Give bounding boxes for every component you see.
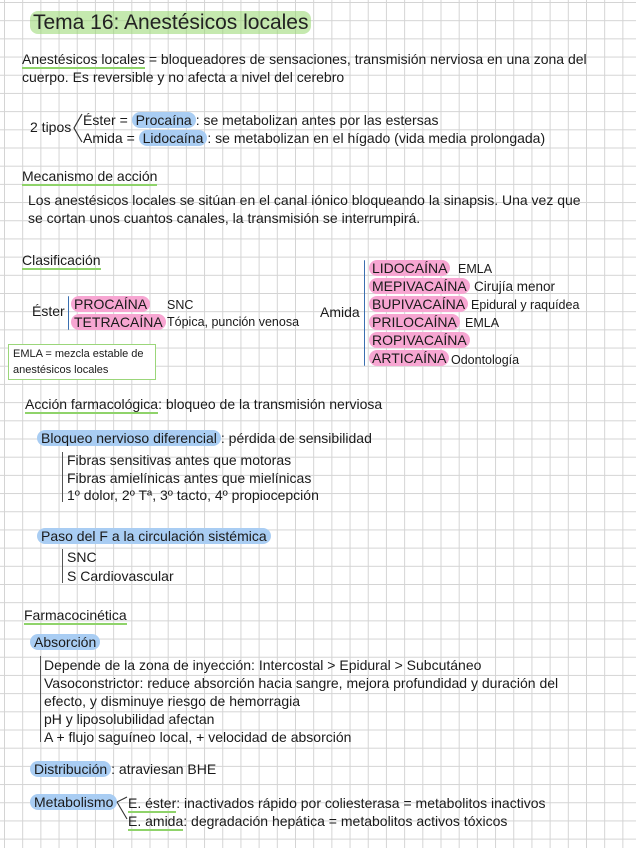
tipos-ester: Éster = Procaína : se metabolizan antes por las estersas [83, 112, 439, 128]
amida-item-ropivacaina: ROPIVACAÍNA [369, 332, 470, 349]
absorcion-heading: Absorción [30, 634, 100, 651]
paso-item-cardio: S Cardiovascular [67, 568, 174, 584]
paso-bracket [62, 549, 63, 583]
amida-bracket [364, 260, 365, 366]
tipos-amida: Amida = Lidocaína : se metabolizan en el hígado (vida media prolongada) [83, 130, 546, 146]
absorcion-item-3: pH y liposolubilidad afectan [44, 711, 215, 727]
ester-use-tetracaina: Tópica, punción venosa [167, 315, 300, 329]
page-title: Tema 16: Anestésicos locales [30, 10, 311, 35]
emla-note: EMLA = mezcla estable de anestésicos locales [8, 344, 156, 380]
amida-item-articaina: ARTICAÍNA [369, 350, 449, 367]
intro-line-2: cuerpo. Es reversible y no afecta a nivel del cerebro [22, 69, 345, 85]
bloqueo-item-2: Fibras amielínicas antes que mielínicas [67, 470, 312, 486]
farmaco-heading: Farmacocinética [24, 607, 127, 623]
amida-label: Amida [320, 304, 360, 320]
mecanismo-line-2: se cortan unos cuantos canales, la transmisión se interrumpirá. [28, 210, 421, 226]
absorcion-bracket [40, 656, 41, 742]
ester-bracket [68, 296, 69, 330]
intro-line-1: Anestésicos locales = bloqueadores de sensaciones, transmisión nerviosa en una zona del [22, 51, 587, 67]
mecanismo-line-1: Los anestésicos locales se sitúan en el canal iónico bloqueando la sinapsis. Una vez que [28, 192, 581, 208]
clasificacion-heading: Clasificación [22, 252, 101, 268]
amida-use-mepivacaina: Cirujía menor [474, 279, 556, 294]
amida-item-bupivacaina: BUPIVACAÍNA [369, 296, 468, 313]
metabolismo-ester: E. éster: inactivados rápido por coliesterasa = metabolitos inactivos [128, 795, 546, 811]
accion-heading: Acción farmacológica: bloqueo de la transmisión nerviosa [25, 396, 383, 412]
absorcion-item-2b: efecto, y disminuye riesgo de hemorragia [44, 693, 301, 709]
amida-use-prilocaina: EMLA [465, 316, 500, 330]
paso-heading: Paso del F a la circulación sistémica [37, 528, 271, 545]
paso-item-snc: SNC [67, 549, 97, 565]
metabolismo-heading: Metabolismo [30, 794, 117, 811]
amida-item-mepivacaina: MEPIVACAÍNA [369, 278, 470, 295]
absorcion-item-1: Depende de la zona de inyección: Intercostal > Epidural > Subcutáneo [44, 657, 482, 673]
ester-use-procaina: SNC [167, 298, 194, 312]
bloqueo-item-3: 1º dolor, 2º Tª, 3º tacto, 4º propiocepción [67, 487, 319, 503]
absorcion-item-2: Vasoconstrictor: reduce absorción hacia sangre, mejora profundidad y duración del [44, 675, 559, 691]
distribucion-line: Distribución : atraviesan BHE [30, 761, 216, 778]
ester-label: Éster [32, 303, 65, 319]
metabolismo-brace-icon [115, 795, 129, 825]
bloqueo-heading: Bloqueo nervioso diferencial : pérdida de sensibilidad [37, 430, 372, 447]
tipos-label: 2 tipos [30, 119, 72, 135]
mecanismo-heading: Mecanismo de acción [22, 168, 158, 184]
amida-use-lidocaina: EMLA [458, 262, 493, 276]
bloqueo-bracket [62, 452, 63, 502]
amida-use-articaina: Odontología [451, 353, 520, 367]
metabolismo-amida: E. amida: degradación hepática = metabolitos activos tóxicos [128, 813, 508, 829]
procaina-highlight: Procaína [132, 112, 196, 128]
amida-use-bupivacaina: Epidural y raquídea [471, 298, 580, 312]
lidocaina-highlight: Lidocaína [139, 130, 208, 146]
absorcion-item-4: A + flujo saguíneo local, + velocidad de absorción [44, 729, 352, 745]
amida-item-lidocaina: LIDOCAÍNA [369, 260, 450, 277]
amida-item-prilocaina: PRILOCAÍNA [369, 314, 460, 331]
bloqueo-item-1: Fibras sensitivas antes que motoras [67, 452, 292, 468]
ester-item-procaina: PROCAÍNA [71, 296, 150, 313]
ester-item-tetracaina: TETRACAÍNA [71, 314, 166, 331]
intro-term: Anestésicos locales [22, 51, 145, 67]
